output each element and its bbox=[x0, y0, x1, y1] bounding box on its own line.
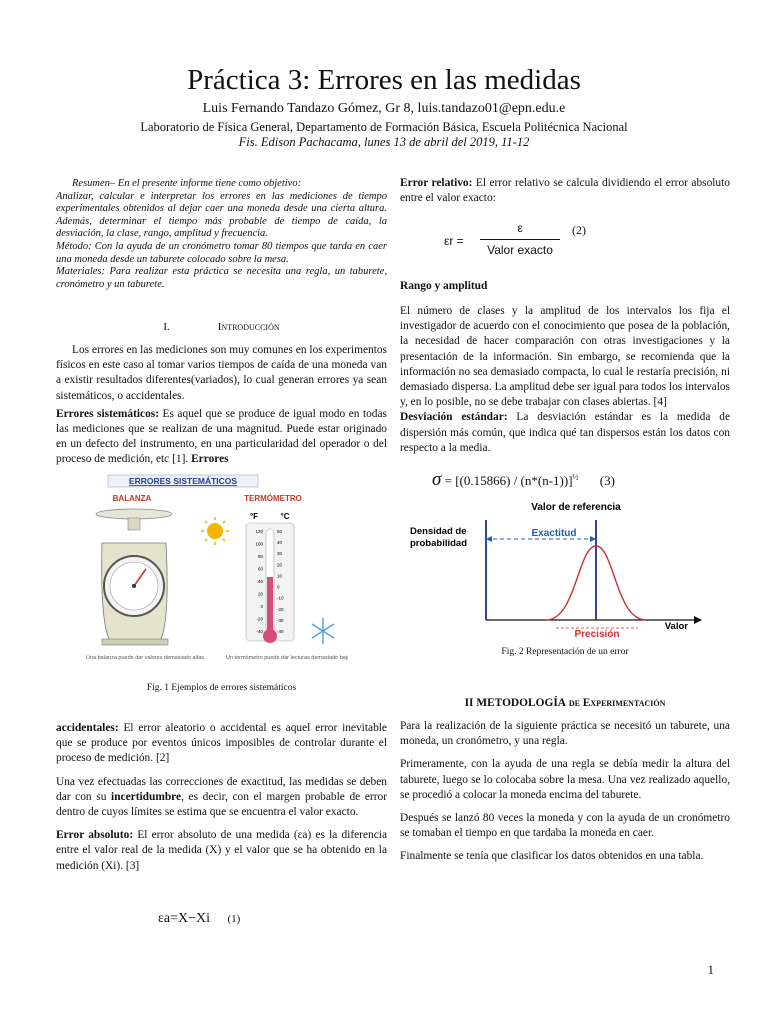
celsius-tick: -30 bbox=[277, 617, 284, 623]
range-body bbox=[400, 304, 730, 456]
abstract-intro: Resumen– En el presente informe tiene como objetivo: bbox=[72, 178, 302, 189]
fahrenheit-tick: -20 bbox=[256, 616, 263, 622]
fahrenheit-tick: 100 bbox=[255, 541, 263, 547]
note-thermometer: Un termómetro puede dar lecturas demasiado bajas. bbox=[226, 655, 348, 661]
uncertainty-text-b: , es decir, con el margen probable de error dentro de cuyos límites se estima que se encuentra el valor exacto. bbox=[56, 790, 387, 819]
celsius-tick: -40 bbox=[277, 629, 284, 634]
figure-systematic-errors bbox=[80, 473, 348, 669]
accuracy-arrow-right-icon bbox=[590, 536, 596, 542]
celsius-tick: 0 bbox=[277, 584, 280, 590]
paper-title: Práctica 3: Errores en las medidas bbox=[187, 64, 581, 96]
equation-3-body: = [(0.15866) / (n*(n-1))] bbox=[441, 473, 573, 488]
fahrenheit-tick: 40 bbox=[257, 579, 263, 584]
uncertainty-term: incertidumbre bbox=[111, 790, 182, 803]
absolute-text: El error absoluto de una medida (εa) es la diferencia entre el valor real de la medida (X) y el valor que se ha obtenido en la medición (Xi). [3] bbox=[56, 829, 387, 872]
section-number: I. bbox=[163, 321, 170, 333]
method-paragraph-2: Primeramente, con la ayuda de una regla se debía medir la altura del taburete, luego se lo colocaba sobre la mesa. Una vez realizado aquello, se procedió a colocar la moneda encima del taburete. bbox=[400, 758, 730, 801]
equation-2-numerator: ε bbox=[517, 221, 523, 235]
celsius-tick: -10 bbox=[277, 595, 284, 601]
relative-label: Error relativo: bbox=[400, 177, 473, 189]
uncertainty-text-a: Una vez efectuadas las correcciones de exactitud, las medidas se deben dar con su bbox=[56, 775, 387, 803]
fahrenheit-tick: 0 bbox=[260, 604, 263, 609]
value-axis-label: Valor bbox=[664, 621, 688, 632]
date-line: Fis. Edison Pachacama, lunes 13 de abril del 2019, 11-12 bbox=[238, 135, 530, 149]
celsius-tick: 20 bbox=[277, 562, 283, 568]
celsius-label: °C bbox=[280, 512, 290, 521]
reference-value-label: Valor de referencia bbox=[531, 502, 621, 513]
celsius-tick: 50 bbox=[277, 529, 283, 534]
systematic-text: Es aquel que se produce de igual modo en todas las mediciones que se realizan de una magnitud. Puede estar originado en un defecto del instrumento, en una particularidad del operador o del proceso de medición, etc [1]. bbox=[56, 407, 387, 466]
thermometer-icon bbox=[246, 512, 294, 643]
section-heading-method bbox=[400, 697, 730, 709]
intro-body bbox=[56, 343, 387, 468]
fahrenheit-tick: 20 bbox=[257, 591, 263, 597]
accidental-paragraph bbox=[56, 721, 387, 767]
affiliation: Laboratorio de Física General, Departamento de Formación Básica, Escuela Politécnica Nacional bbox=[140, 120, 628, 134]
accidental-lead: Errores bbox=[191, 453, 229, 466]
banner-text: ERRORES SISTEMÁTICOS bbox=[128, 476, 238, 486]
authors: Luis Fernando Tandazo Gómez, Gr 8, luis.tandazo01@epn.edu.e bbox=[202, 101, 566, 116]
systematic-label: Errores sistemáticos: bbox=[56, 407, 160, 420]
precision-label: Precisión bbox=[574, 629, 620, 640]
density-label-line2: probabilidad bbox=[410, 538, 467, 549]
relative-error-paragraph bbox=[400, 176, 730, 206]
fahrenheit-tick: 60 bbox=[257, 566, 263, 572]
balanza-label: BALANZA bbox=[112, 494, 152, 503]
section-title: Introducción bbox=[217, 321, 280, 333]
accuracy-label: Exactitud bbox=[531, 528, 577, 539]
intro-paragraph: Los errores en las mediciones son muy comunes en los experimentos físicos en este caso al tomar varios tiempos de caída de una moneda van a existir resultados diferentes(variados), lo cual generan errores ya sean sistemáticos, o accidentales. bbox=[56, 344, 387, 402]
uncertainty-paragraph bbox=[56, 775, 387, 821]
method-heading-b: de Experimentación bbox=[566, 697, 666, 709]
celsius-tick: 30 bbox=[277, 551, 283, 557]
method-paragraph-1: Para la realización de la siguiente práctica se necesitó un taburete, una moneda, un cronómetro, y una regla. bbox=[400, 720, 730, 748]
celsius-tick: -20 bbox=[277, 606, 284, 612]
relative-text: El error relativo se calcula dividiendo el error absoluto entre el valor exacto: bbox=[400, 177, 730, 205]
abstract-objective: Analizar, calcular e interpretar los errores en las mediciones de tiempo experimentales obtenidos al dejar caer una moneda desde una cierta altura. Además, determinar el tiempo más probable de tiempo de caída, la desviación, la clase, rango, amplitud y frecuencia. bbox=[56, 190, 387, 240]
equation-2 bbox=[444, 221, 694, 265]
celsius-tick: 40 bbox=[277, 540, 283, 546]
method-body bbox=[400, 719, 730, 865]
fraction-bar bbox=[480, 239, 560, 240]
range-heading: Rango y amplitud bbox=[400, 280, 488, 292]
std-dev-paragraph bbox=[400, 410, 730, 456]
equation-2-lhs: εr = bbox=[444, 234, 464, 248]
fahrenheit-tick: 80 bbox=[257, 554, 263, 559]
fahrenheit-tick: 120 bbox=[255, 529, 263, 534]
celsius-tick: 10 bbox=[277, 573, 283, 579]
equation-2-denominator: Valor exacto bbox=[487, 243, 553, 257]
method-paragraph-4: Finalmente se tenía que clasificar los datos obtenidos en una tabla. bbox=[400, 850, 704, 863]
x-axis-arrow-icon bbox=[694, 616, 702, 624]
note-balance: Una balanza puede dar valores demasiado altas. bbox=[86, 655, 206, 661]
abstract-materials: Materiales: Para realizar esta práctica se necesita una regla, un taburete, cronómetro y un taburete. bbox=[56, 266, 387, 290]
fahrenheit-tick: -40 bbox=[256, 629, 263, 634]
equation-1-number: (1) bbox=[227, 913, 241, 925]
std-dev-label: Desviación estándar: bbox=[400, 411, 508, 424]
equation-3-number: (3) bbox=[599, 473, 615, 488]
equation-1-body: εa=X−Xi bbox=[158, 911, 210, 926]
termometro-label: TERMÓMETRO bbox=[244, 494, 302, 503]
abstract bbox=[56, 178, 387, 291]
equation-1 bbox=[158, 911, 240, 927]
figure-error-representation bbox=[406, 496, 716, 644]
range-paragraph: El número de clases y la amplitud de los intervalos los fija el investigador de acuerdo con el conocimiento que posea de la población, la necesidad de hacer comparación con otras investigaciones y la presentación de la información. Sin embargo, se recomienda que la información no sea demasiado compacta, lo cual le restaría precisión, ni demasiado dispersa. La amplitud debe ser igual para todos los intervalos y, en lo posible, no se debe trabajar con clases abiertas. [4] bbox=[400, 305, 730, 409]
figure-1-caption: Fig. 1 Ejemplos de errores sistemáticos bbox=[146, 683, 297, 693]
absolute-error-paragraph bbox=[56, 828, 387, 874]
accidental-label: accidentales: bbox=[56, 722, 119, 734]
abstract-method: Método: Con la ayuda de un cronómetro tomar 80 tiempos que tarda en caer una moneda desde un taburete colocado sobre la mesa. bbox=[56, 240, 387, 265]
systematic-errors-paragraph bbox=[56, 407, 387, 468]
section-heading-intro bbox=[56, 321, 387, 333]
equation-2-number: (2) bbox=[572, 223, 586, 237]
method-heading-a: II METODOLOGÍA bbox=[464, 697, 566, 709]
method-paragraph-3: Después se lanzó 80 veces la moneda y con la ayuda de un cronómetro se tomaban el tiempo en que tardaba la moneda en caer. bbox=[400, 812, 730, 840]
std-dev-text: La desviación estándar es la medida de dispersión más común, que indica qué tan dispersos están los datos con respecto a la media. bbox=[400, 411, 731, 454]
equation-3-exponent: ½ bbox=[572, 472, 579, 482]
fahrenheit-label: °F bbox=[249, 512, 259, 521]
density-label-line1: Densidad de bbox=[410, 526, 467, 537]
accidental-text: El error aleatorio o accidental es aquel error inevitable que se produce por eventos únicos imposibles de controlar durante el proceso de medición. [2] bbox=[56, 722, 387, 765]
left-bottom-body bbox=[56, 721, 387, 874]
sigma-symbol: σ bbox=[432, 469, 442, 490]
figure-2-caption: Fig. 2 Representación de un error bbox=[501, 647, 629, 657]
equation-3 bbox=[432, 469, 615, 491]
absolute-label: Error absoluto: bbox=[56, 829, 134, 842]
page-number: 1 bbox=[707, 962, 714, 977]
